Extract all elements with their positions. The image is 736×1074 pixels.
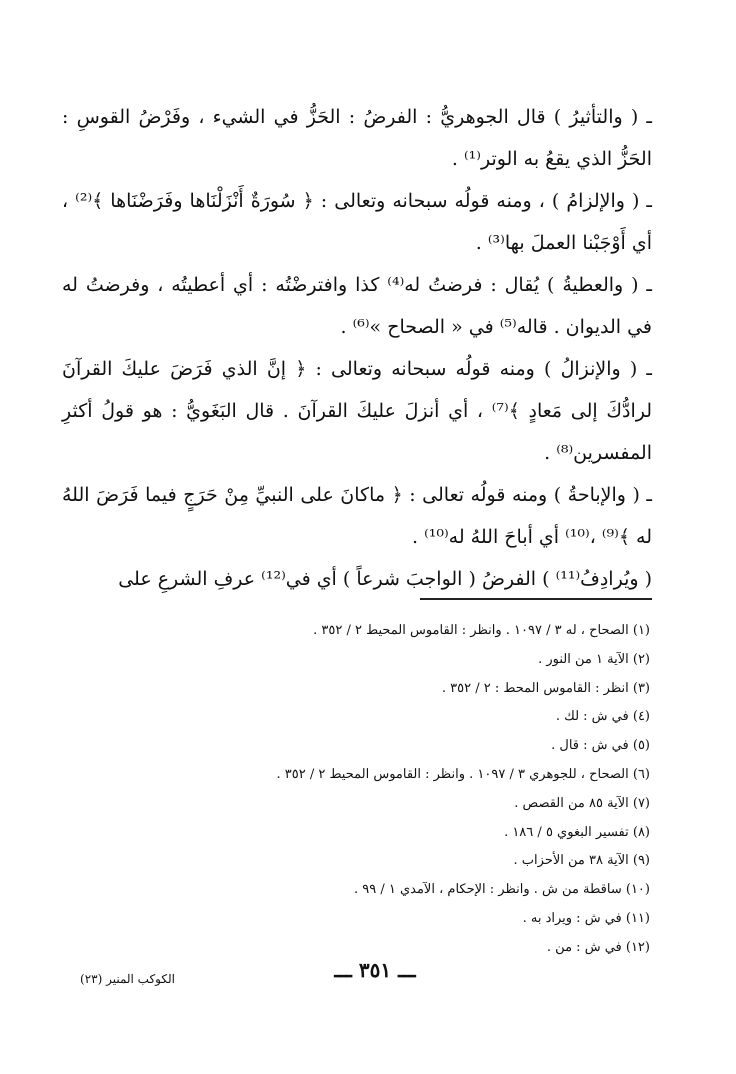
footnote-12: (١٢) في ش : من . xyxy=(546,939,650,955)
paragraph-4: ـ ( والإنزالُ ) ومنه قولُه سبحانه وتعالى : ﴿ إنَّ الذي فَرَضَ عليكَ القرآنَ لرادُّكَ إلى مَعادٍ ﴾⁽⁷⁾ ، أي أنزلَ عليكَ القرآنَ . قال البَغَويُّ : هو قولُ أكثرِ المفسرين⁽⁸⁾ . xyxy=(62,358,652,464)
footnote-10: (١٠) ساقطة من ش . وانظر : الإحكام ، الآمدي ١ / ٩٩ . xyxy=(353,882,650,898)
main-text xyxy=(62,96,652,600)
footnote-9: (٩) الآية ٣٨ من الأحزاب . xyxy=(513,853,650,869)
footnote-1: (١) الصحاح ، له ٣ / ١٠٩٧ . وانظر : القاموس المحيط ٢ / ٣٥٢ . xyxy=(313,623,650,638)
page-footer xyxy=(0,958,736,988)
footnote-4: (٤) في ش : لك . xyxy=(555,709,650,725)
footnote-11: (١١) في ش : ويراد به . xyxy=(522,910,650,926)
paragraph-3: ـ ( والعطيةُ ) يُقال : فرضتُ له⁽⁴⁾ كذا وافترضْتُه : أي أعطيتُه ، وفرضتُ له في الديوان . قاله⁽⁵⁾ في « الصحاح »⁽⁶⁾ . xyxy=(62,274,652,338)
footnote-8: (٨) تفسير البغوي ٥ / ١٨٦ . xyxy=(504,824,650,840)
paragraph-5: ـ ( والإباحةُ ) ومنه قولُه تعالى : ﴿ ماكانَ على النبيِّ مِنْ حَرَجٍ فيما فَرَضَ اللهُ له ﴾⁽⁹⁾ ،⁽¹⁰⁾ أي أباحَ اللهُ له⁽¹⁰⁾ . xyxy=(62,484,652,548)
footnote-divider xyxy=(420,598,652,600)
footnote-3: (٣) انظر : القاموس المحط : ٢ / ٣٥٢ . xyxy=(441,680,650,696)
paragraph-2: ـ ( والإلزامُ ) ، ومنه قولُه سبحانه وتعالى : ﴿ سُورَةٌ أَنْزَلْنَاها وفَرَضْنَاها ﴾⁽²⁾ ، أي أَوْجَبْنا العملَ بها⁽³⁾ . xyxy=(62,190,652,254)
page-number: ـــ ٣٥١ ـــ xyxy=(334,958,416,982)
book-title: الكوكب المنير (٢٣) xyxy=(80,972,175,986)
paragraph-6: ( ويُرادِفُ⁽¹¹⁾ ) الفرضُ ( الواجبَ شرعاً ) أي في⁽¹²⁾ عرفِ الشرعِ على xyxy=(118,568,652,590)
footnote-5: (٥) في ش : قال . xyxy=(551,738,650,754)
footnotes xyxy=(160,617,650,963)
footnote-6: (٦) الصحاح ، للجوهري ٣ / ١٠٩٧ . وانظر : القاموس المحيط ٢ / ٣٥٢ . xyxy=(276,766,650,782)
paragraph-1: ـ ( والتأثيرُ ) قال الجوهريُّ : الفرضُ : الحَزُّ في الشيء ، وفَرْضُ القوسِ : الحَزُّ الذي يقعُ به الوتر⁽¹⁾ . xyxy=(62,106,652,170)
footnote-2: (٢) الآية ١ من النور . xyxy=(538,651,650,667)
footnote-7: (٧) الآية ٨٥ من القصص . xyxy=(514,795,650,811)
